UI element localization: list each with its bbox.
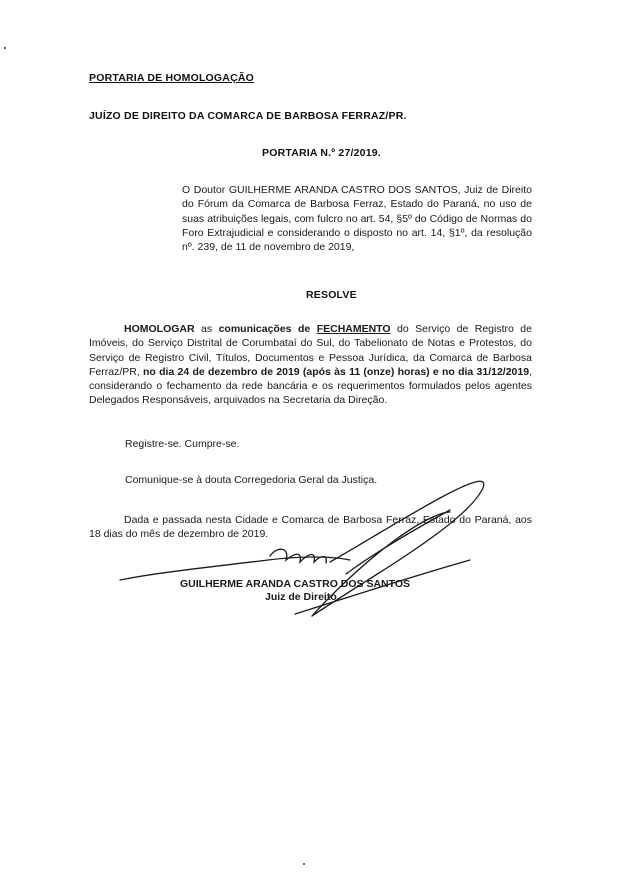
communicate-line: Comunique-se à douta Corregedoria Geral da Justiça.: [125, 474, 378, 486]
signer-name: GUILHERME ARANDA CASTRO DOS SANTOS: [180, 578, 411, 590]
signer-role: Juiz de Direito: [265, 591, 337, 603]
scan-speck: [303, 863, 305, 865]
fechamento-keyword: FECHAMENTO: [316, 323, 391, 335]
register-line: Registre-se. Cumpre-se.: [125, 438, 240, 450]
preamble-paragraph: O Doutor GUILHERME ARANDA CASTRO DOS SANTOS, Juiz de Direito do Fórum da Comarca de Barbosa Ferraz, Estado do Paraná, no uso de suas atribuições legais, com fulcro no art. 54, §5º do Código de Normas do Foro Extrajudicial e considerando o disposto no art. 14, §1º, da resolução nº. 239, de 11 de novembro de 2019,: [182, 184, 532, 254]
homologar-keyword: HOMOLOGAR: [124, 323, 195, 335]
scan-speck: [4, 47, 6, 49]
ordinance-number: PORTARIA N.º 27/2019.: [262, 147, 381, 159]
header-title: PORTARIA DE HOMOLOGAÇÃO: [89, 72, 255, 84]
closing-dates: no dia 24 de dezembro de 2019 (após às 11 (onze) horas) e no dia 31/12/2019: [143, 365, 530, 378]
resolve-label: RESOLVE: [306, 289, 357, 301]
resolution-paragraph: HOMOLOGAR as comunicações de FECHAMENTO do Serviço de Registro de Imóveis, do Serviço Distrital de Corumbataí do Sul, do Tabelionato de Notas e Protestos, do Serviço de Registro Civil, Títulos, Documentos e Pessoa Jurídica, da Comarca de Barbosa Ferraz/PR, no dia 24 de dezembro de 2019 (após às 11 (onze) horas) e no dia 31/12/2019, considerando o fechamento da rede bancária e os requerimentos formulados pelos agentes Delegados Responsáveis, arquivados na Secretaria da Direção.: [89, 323, 532, 407]
given-paragraph: Dada e passada nesta Cidade e Comarca de Barbosa Ferraz, Estado do Paraná, aos 18 dias do mês de dezembro de 2019.: [89, 514, 532, 541]
court-name: JUÍZO DE DIREITO DA COMARCA DE BARBOSA FERRAZ/PR.: [89, 110, 407, 122]
